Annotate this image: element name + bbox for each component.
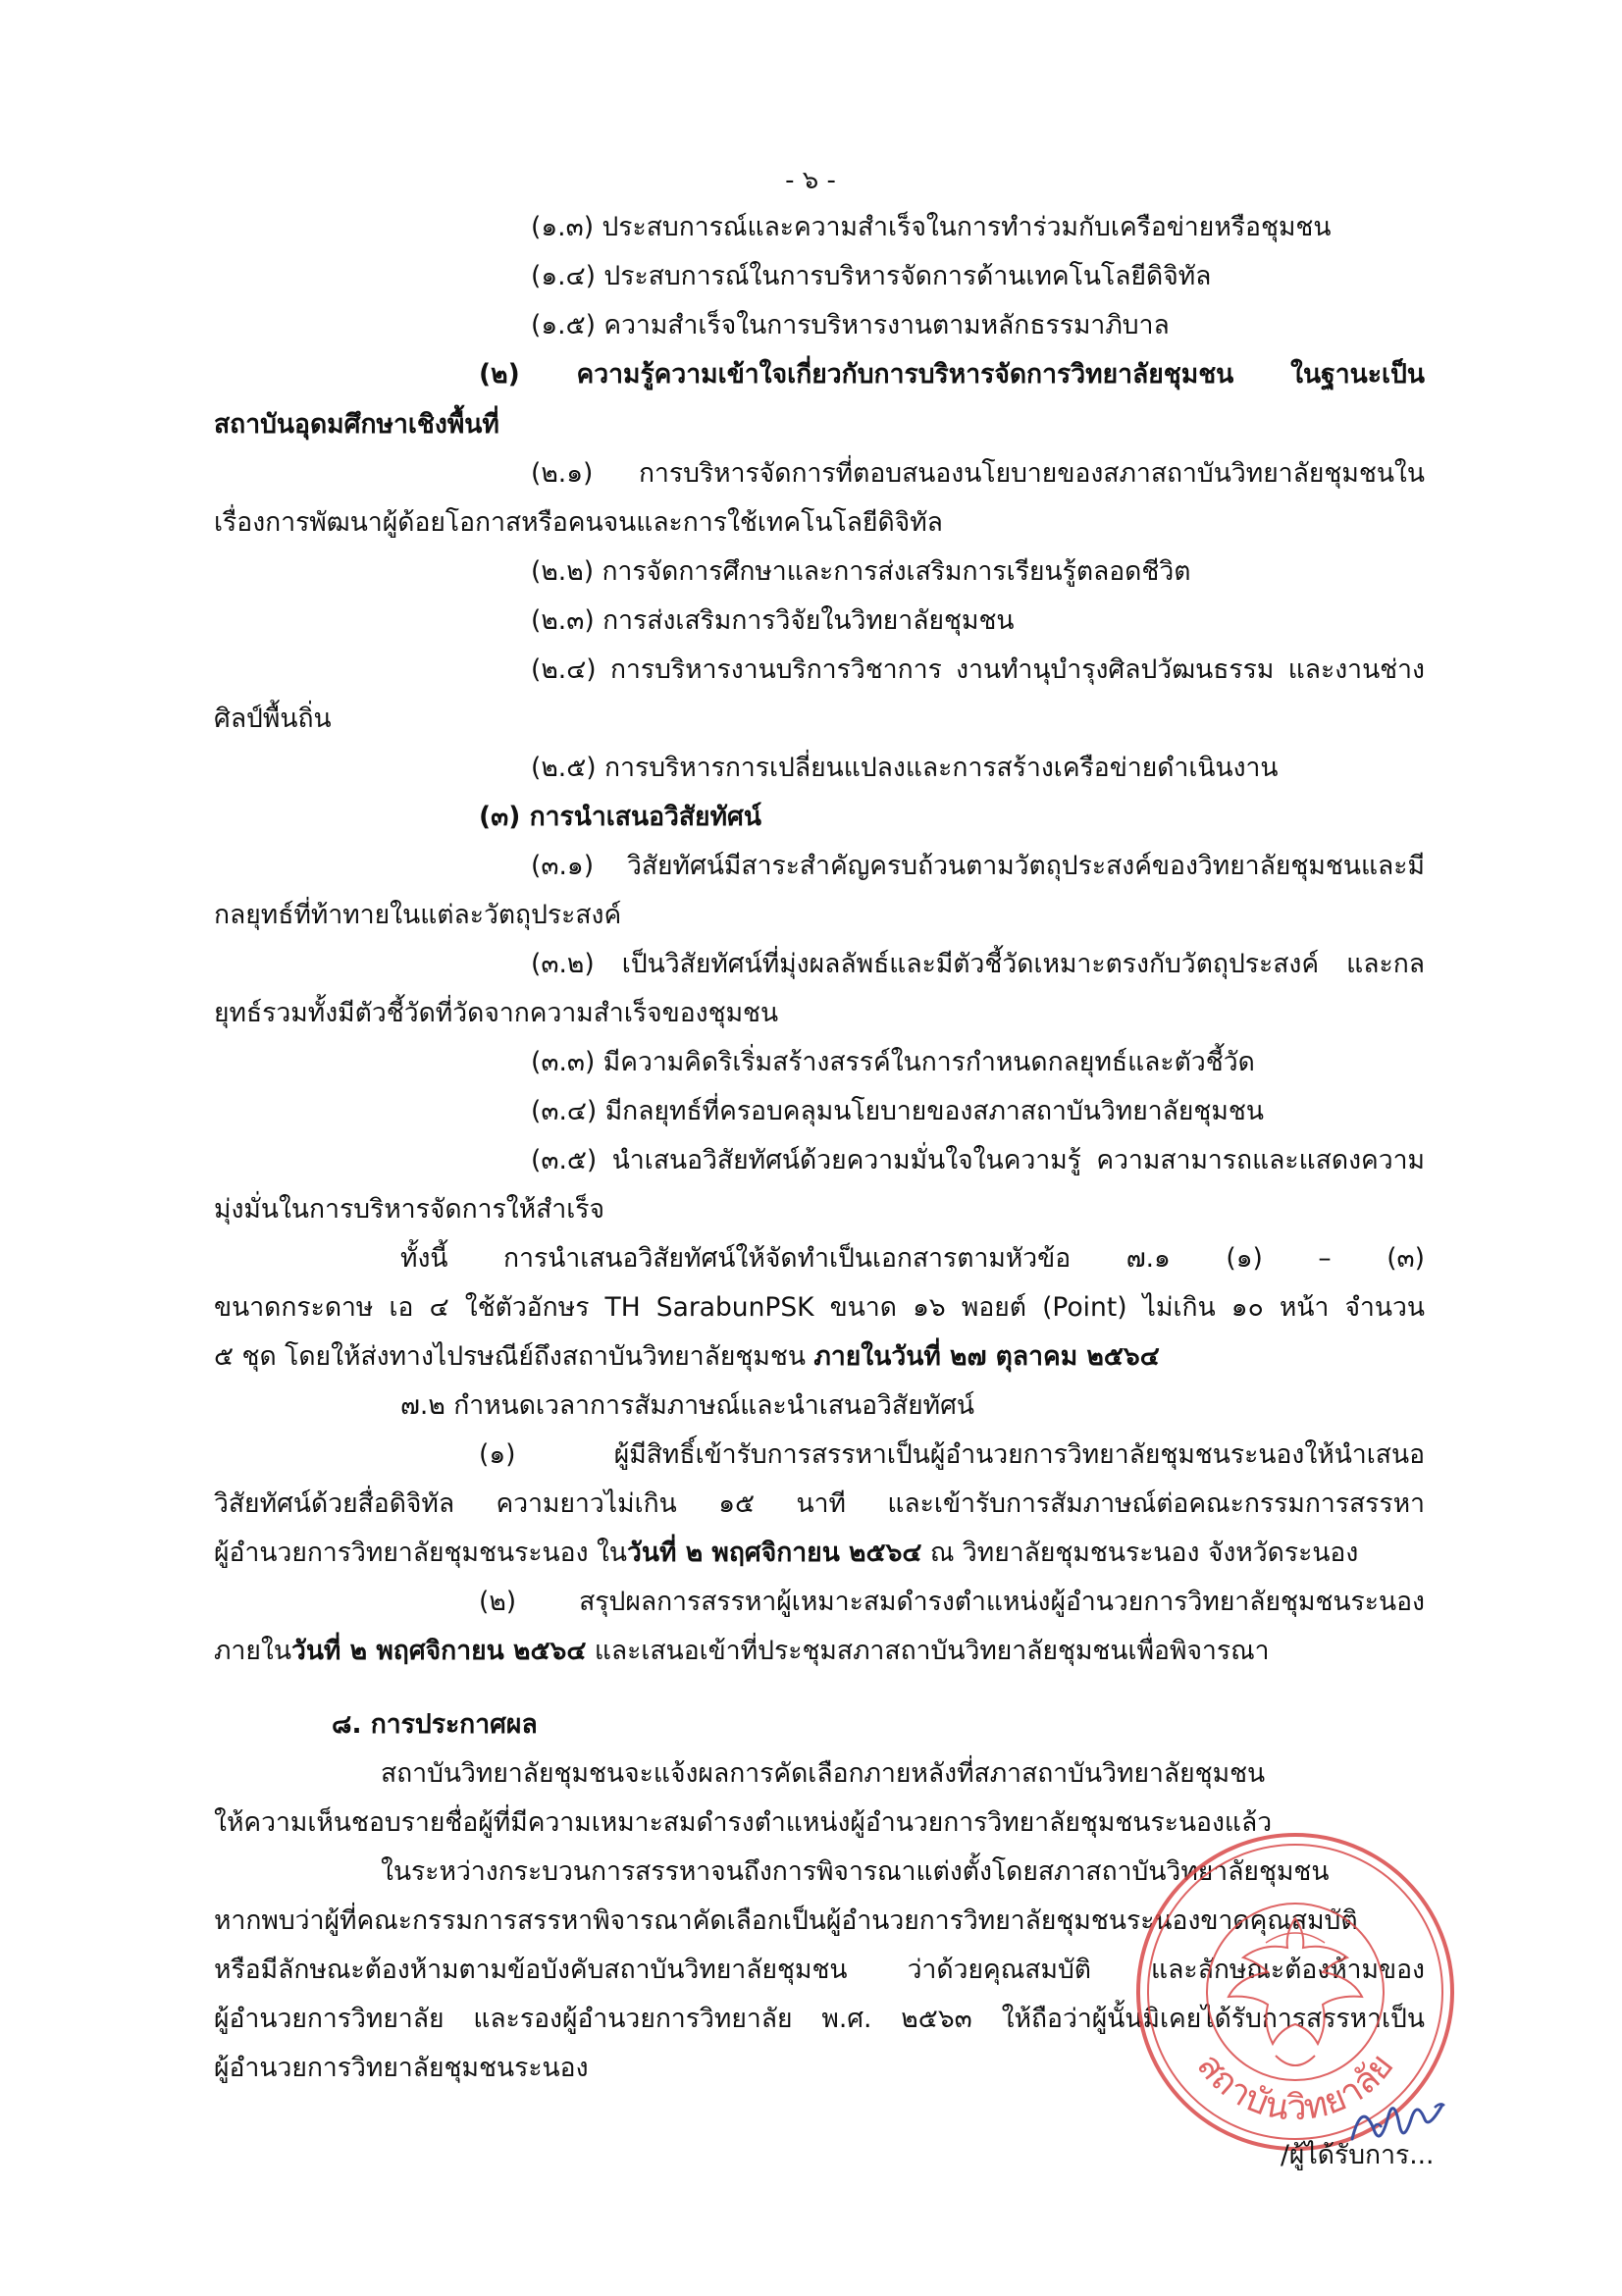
item-3-2-cont: ยุทธ์รวมทั้งมีตัวชี้วัดที่วัดจากความสำเร็จของชุมชน	[214, 998, 779, 1028]
section-8-p1-line-1: สถาบันวิทยาลัยชุมชนจะแจ้งผลการคัดเลือกภายหลังที่สภาสถาบันวิทยาลัยชุมชน	[381, 1758, 1266, 1789]
item-1-5: (๑.๕) ความสำเร็จในการบริหารงานตามหลักธรรมาภิบาล	[531, 310, 1170, 340]
interview-date: วันที่ ๒ พฤศจิกายน ๒๕๖๔	[627, 1538, 922, 1568]
item-2-2: (๒.๒) การจัดการศึกษาและการส่งเสริมการเรียนรู้ตลอดชีวิต	[531, 556, 1191, 587]
item-2-3: (๒.๓) การส่งเสริมการวิจัยในวิทยาลัยชุมชน	[531, 605, 1015, 636]
section-8-p2-line-5: ผู้อำนวยการวิทยาลัยชุมชนระนอง	[214, 2053, 589, 2083]
summary-date: วันที่ ๒ พฤศจิกายน ๒๕๖๔	[290, 1636, 587, 1666]
item-1-4: (๑.๔) ประสบการณ์ในการบริหารจัดการด้านเทคโนโลยีดิจิทัล	[531, 261, 1212, 291]
note-paragraph-line-3	[214, 1337, 1160, 1377]
section-8-heading: ๘. การประกาศผล	[332, 1709, 538, 1740]
item-2-4: (๒.๔) การบริหารงานบริการวิชาการ งานทำนุบำรุงศิลปวัฒนธรรม และงานช่าง	[531, 654, 1425, 685]
item-7-2-2-suffix: และเสนอเข้าที่ประชุมสภาสถาบันวิทยาลัยชุมชนเพื่อพิจารณา	[586, 1636, 1270, 1666]
item-7-2-1-text: ผู้อำนวยการวิทยาลัยชุมชนระนอง ใน	[214, 1538, 627, 1568]
item-7-2-1-line-3	[214, 1534, 1358, 1573]
note-paragraph-line-1: ทั้งนี้ การนำเสนอวิสัยทัศน์ให้จัดทำเป็นเอกสารตามหัวข้อ ๗.๑ (๑) – (๓)	[400, 1243, 1425, 1274]
item-2-5: (๒.๕) การบริหารการเปลี่ยนแปลงและการสร้างเครือข่ายดำเนินงาน	[531, 753, 1279, 783]
item-2-1: (๒.๑) การบริหารจัดการที่ตอบสนองนโยบายของสภาสถาบันวิทยาลัยชุมชนใน	[531, 458, 1425, 489]
item-3-5-cont: มุ่งมั่นในการบริหารจัดการให้สำเร็จ	[214, 1194, 605, 1225]
item-3-1-cont: กลยุทธ์ที่ท้าทายในแต่ละวัตถุประสงค์	[214, 900, 622, 930]
item-3-1: (๓.๑) วิสัยทัศน์มีสาระสำคัญครบถ้วนตามวัตถุประสงค์ของวิทยาลัยชุมชนและมี	[531, 851, 1425, 881]
item-7-2-1-line-1: (๑) ผู้มีสิทธิ์เข้ารับการสรรหาเป็นผู้อำนวยการวิทยาลัยชุมชนระนองให้นำเสนอ	[479, 1439, 1425, 1470]
note-paragraph-line-2: ขนาดกระดาษ เอ ๔ ใช้ตัวอักษร TH SarabunPSK ขนาด ๑๖ พอยต์ (Point) ไม่เกิน ๑๐ หน้า จำนวน	[214, 1292, 1425, 1323]
item-1-3: (๑.๓) ประสบการณ์และความสำเร็จในการทำร่วมกับเครือข่ายหรือชุมชน	[531, 212, 1332, 242]
section-8-p2-line-1: ในระหว่างกระบวนการสรรหาจนถึงการพิจารณาแต่งตั้งโดยสภาสถาบันวิทยาลัยชุมชน	[381, 1856, 1330, 1887]
item-2-1-cont: เรื่องการพัฒนาผู้ด้อยโอกาสหรือคนจนและการใช้เทคโนโลยีดิจิทัล	[214, 507, 943, 538]
item-3-2: (๓.๒) เป็นวิสัยทัศน์ที่มุ่งผลลัพธ์และมีตัวชี้วัดเหมาะตรงกับวัตถุประสงค์ และกล	[531, 949, 1425, 979]
stamp-text: สถาบันวิทยาลัย	[1188, 2046, 1402, 2129]
item-3-4: (๓.๔) มีกลยุทธ์ที่ครอบคลุมนโยบายของสภาสถาบันวิทยาลัยชุมชน	[531, 1096, 1264, 1126]
section-8-p2-line-2: หากพบว่าผู้ที่คณะกรรมการสรรหาพิจารณาคัดเลือกเป็นผู้อำนวยการวิทยาลัยชุมชนระนองขาดคุณสมบัติ	[214, 1905, 1358, 1936]
item-7-2-2-prefix: ภายใน	[214, 1636, 291, 1666]
note-paragraph-text: ๕ ชุด โดยให้ส่งทางไปรษณีย์ถึงสถาบันวิทยาลัยชุมชน	[214, 1341, 806, 1372]
section-8-p1-line-2: ให้ความเห็นชอบรายชื่อผู้ที่มีความเหมาะสมดำรงตำแหน่งผู้อำนวยการวิทยาลัยชุมชนระนองแล้ว	[214, 1807, 1273, 1838]
submission-deadline: ภายในวันที่ ๒๗ ตุลาคม ๒๕๖๔	[813, 1341, 1160, 1372]
section-2-heading: (๒) ความรู้ความเข้าใจเกี่ยวกับการบริหารจัดการวิทยาลัยชุมชน ในฐานะเป็น	[479, 359, 1425, 390]
interview-location: ณ วิทยาลัยชุมชนระนอง จังหวัดระนอง	[921, 1538, 1359, 1568]
page-number: - ๖ -	[785, 166, 836, 195]
section-8-p2-line-4: ผู้อำนวยการวิทยาลัย และรองผู้อำนวยการวิทยาลัย พ.ศ. ๒๕๖๓ ให้ถือว่าผู้นั้นมิเคยได้รับการสรรหาเป็น	[214, 2004, 1425, 2034]
continuation-marker: /ผู้ได้รับการ...	[1281, 2140, 1435, 2170]
item-3-5: (๓.๕) นำเสนอวิสัยทัศน์ด้วยความมั่นใจในความรู้ ความสามารถและแสดงความ	[531, 1145, 1425, 1175]
section-2-heading-cont: สถาบันอุดมศึกษาเชิงพื้นที่	[214, 409, 499, 440]
item-7-2-heading: ๗.๒ กำหนดเวลาการสัมภาษณ์และนำเสนอวิสัยทัศน์	[400, 1390, 975, 1421]
item-7-2-2-line-1: (๒) สรุปผลการสรรหาผู้เหมาะสมดำรงตำแหน่งผู้อำนวยการวิทยาลัยชุมชนระนอง	[479, 1587, 1425, 1617]
section-8-p2-line-3: หรือมีลักษณะต้องห้ามตามข้อบังคับสถาบันวิทยาลัยชุมชน ว่าด้วยคุณสมบัติ และลักษณะต้องห้ามของ	[214, 1955, 1425, 1985]
section-3-heading: (๓) การนำเสนอวิสัยทัศน์	[479, 802, 761, 832]
item-2-4-cont: ศิลป์พื้นถิ่น	[214, 704, 332, 734]
item-7-2-2-line-2	[214, 1632, 1270, 1671]
item-7-2-1-line-2: วิสัยทัศน์ด้วยสื่อดิจิทัล ความยาวไม่เกิน ๑๕ นาที และเข้ารับการสัมภาษณ์ต่อคณะกรรมการสรรหา	[214, 1488, 1425, 1519]
item-3-3: (๓.๓) มีความคิดริเริ่มสร้างสรรค์ในการกำหนดกลยุทธ์และตัวชี้วัด	[531, 1047, 1255, 1077]
